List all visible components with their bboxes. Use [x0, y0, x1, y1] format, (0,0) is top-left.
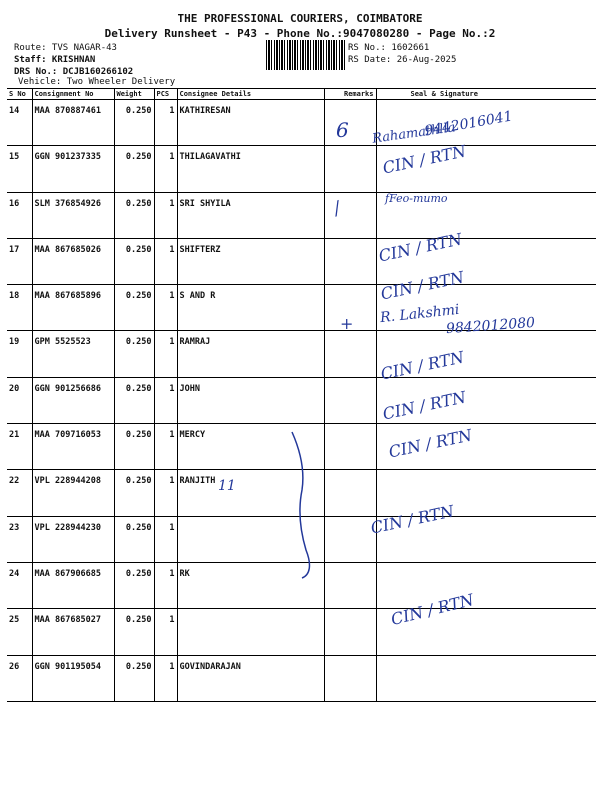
cell-sno: 26	[7, 655, 32, 701]
cell-seal-signature	[376, 192, 596, 238]
cell-consignment-no: GPM 5525523	[32, 331, 114, 377]
col-header-sno: S No	[7, 89, 32, 100]
cell-seal-signature	[376, 470, 596, 516]
col-header-weight: Weight	[114, 89, 154, 100]
cell-pcs: 1	[154, 562, 177, 608]
cell-remarks	[324, 100, 376, 146]
cell-weight: 0.250	[114, 424, 154, 470]
cell-consignment-no: GGN 901256686	[32, 377, 114, 423]
remark-mark-row-19: +	[340, 314, 354, 333]
cell-weight: 0.250	[114, 285, 154, 331]
ditto-mark-row-23: 11	[218, 478, 236, 494]
cell-consignee: SRI SHYILA	[177, 192, 324, 238]
cell-seal-signature	[376, 100, 596, 146]
table-row	[7, 331, 596, 377]
table-row	[7, 238, 596, 284]
cell-pcs: 1	[154, 470, 177, 516]
rs-date: RS Date: 26-Aug-2025	[348, 55, 457, 65]
table-row	[7, 192, 596, 238]
cell-pcs: 1	[154, 192, 177, 238]
cell-consignee: MERCY	[177, 424, 324, 470]
cell-sno: 14	[7, 100, 32, 146]
table-row	[7, 285, 596, 331]
cell-seal-signature	[376, 285, 596, 331]
cell-consignment-no: VPL 228944230	[32, 516, 114, 562]
cell-consignment-no: MAA 867685026	[32, 238, 114, 284]
signature-row-14: Rahamathlla	[371, 120, 457, 147]
col-header-consignee: Consignee Details	[177, 89, 324, 100]
col-header-pcs: PCS	[154, 89, 177, 100]
cell-remarks	[324, 609, 376, 655]
cin-rtn-row-21: CIN / RTN	[380, 387, 468, 424]
cell-sno: 23	[7, 516, 32, 562]
cell-remarks	[324, 516, 376, 562]
cell-pcs: 1	[154, 100, 177, 146]
cell-consignee: S AND R	[177, 285, 324, 331]
remark-mark-row-14: 6	[336, 118, 349, 142]
cell-seal-signature	[376, 331, 596, 377]
table-row	[7, 562, 596, 608]
cell-weight: 0.250	[114, 238, 154, 284]
signature-row-16: fFeo-mumo	[385, 192, 448, 205]
cell-pcs: 1	[154, 424, 177, 470]
cell-pcs: 1	[154, 516, 177, 562]
cell-remarks	[324, 377, 376, 423]
cell-seal-signature	[376, 516, 596, 562]
cell-sno: 17	[7, 238, 32, 284]
cell-consignment-no: MAA 867906685	[32, 562, 114, 608]
cell-seal-signature	[376, 146, 596, 192]
cell-sno: 15	[7, 146, 32, 192]
cell-remarks	[324, 192, 376, 238]
table-row	[7, 146, 596, 192]
barcode	[266, 40, 346, 70]
cell-consignment-no: MAA 709716053	[32, 424, 114, 470]
cell-seal-signature	[376, 655, 596, 701]
cell-sno: 25	[7, 609, 32, 655]
col-header-remarks: Remarks	[324, 89, 376, 100]
cell-sno: 16	[7, 192, 32, 238]
cell-consignee: THILAGAVATHI	[177, 146, 324, 192]
table-row	[7, 470, 596, 516]
cin-rtn-row-22: CIN / RTN	[386, 425, 474, 462]
cell-weight: 0.250	[114, 100, 154, 146]
cell-remarks	[324, 285, 376, 331]
cell-consignee	[177, 609, 324, 655]
cell-consignment-no: MAA 867685896	[32, 285, 114, 331]
cell-consignee: SHIFTERZ	[177, 238, 324, 284]
cell-seal-signature	[376, 377, 596, 423]
cell-consignee: GOVINDARAJAN	[177, 655, 324, 701]
cell-remarks	[324, 562, 376, 608]
cell-consignee: RANJITH	[177, 470, 324, 516]
cell-weight: 0.250	[114, 331, 154, 377]
cell-seal-signature	[376, 609, 596, 655]
cell-sno: 24	[7, 562, 32, 608]
cell-consignee: JOHN	[177, 377, 324, 423]
runsheet-title: Delivery Runsheet - P43 - Phone No.:9047080280 - Page No.:2	[104, 27, 496, 40]
cell-weight: 0.250	[114, 609, 154, 655]
cell-remarks	[324, 331, 376, 377]
cell-seal-signature	[376, 424, 596, 470]
cell-seal-signature	[376, 238, 596, 284]
cell-weight: 0.250	[114, 470, 154, 516]
vehicle-text: Vehicle: Two Wheeler Delivery	[18, 77, 176, 87]
cell-weight: 0.250	[114, 192, 154, 238]
handwritten-phone-row-14: 9442016041	[423, 108, 514, 140]
route-text: Route: TVS NAGAR-43	[14, 43, 117, 53]
cell-pcs: 1	[154, 609, 177, 655]
table-row	[7, 424, 596, 470]
table-row	[7, 609, 596, 655]
table-row	[7, 100, 596, 146]
signature-row-19: R. Lakshmi	[379, 301, 461, 327]
cin-rtn-row-17: CIN / RTN	[376, 229, 464, 266]
cell-pcs: 1	[154, 238, 177, 284]
cell-consignee: KATHIRESAN	[177, 100, 324, 146]
col-header-consignment: Consignment No	[32, 89, 114, 100]
cell-consignment-no: SLM 376854926	[32, 192, 114, 238]
cell-consignment-no: GGN 901237335	[32, 146, 114, 192]
cell-remarks	[324, 146, 376, 192]
cell-remarks	[324, 470, 376, 516]
rs-number: RS No.: 1602661	[348, 43, 430, 53]
cell-sno: 19	[7, 331, 32, 377]
cin-rtn-row-26: CIN / RTN	[388, 590, 476, 629]
drs-number: DRS No.: DCJB160266102	[14, 67, 134, 77]
remark-mark-row-16: /	[330, 197, 344, 220]
cell-remarks	[324, 424, 376, 470]
cell-weight: 0.250	[114, 655, 154, 701]
table-row	[7, 516, 596, 562]
cell-pcs: 1	[154, 377, 177, 423]
cell-sno: 22	[7, 470, 32, 516]
staff-text: Staff: KRISHNAN	[14, 55, 96, 65]
cell-sno: 20	[7, 377, 32, 423]
cin-rtn-row-18: CIN / RTN	[378, 267, 466, 304]
table-header-row	[7, 89, 596, 100]
cell-weight: 0.250	[114, 562, 154, 608]
cell-consignee: RK	[177, 562, 324, 608]
cell-pcs: 1	[154, 655, 177, 701]
cell-consignment-no: VPL 228944208	[32, 470, 114, 516]
cell-remarks	[324, 655, 376, 701]
cell-remarks	[324, 238, 376, 284]
handwritten-phone-row-19: 9842012080	[445, 314, 536, 338]
cell-weight: 0.250	[114, 377, 154, 423]
company-title: THE PROFESSIONAL COURIERS, COIMBATORE	[177, 12, 423, 25]
cell-weight: 0.250	[114, 146, 154, 192]
cell-consignee	[177, 516, 324, 562]
col-header-signature: Seal & Signature	[376, 89, 596, 100]
cell-pcs: 1	[154, 285, 177, 331]
runsheet-table	[7, 88, 596, 702]
cell-consignment-no: MAA 867685027	[32, 609, 114, 655]
cell-consignment-no: MAA 870887461	[32, 100, 114, 146]
table-row	[7, 377, 596, 423]
cell-weight: 0.250	[114, 516, 154, 562]
cell-sno: 18	[7, 285, 32, 331]
cin-rtn-row-20: CIN / RTN	[378, 347, 466, 384]
cin-rtn-row-24: CIN / RTN	[368, 501, 456, 538]
table-row	[7, 655, 596, 701]
cell-consignment-no: GGN 901195054	[32, 655, 114, 701]
cell-pcs: 1	[154, 146, 177, 192]
cell-seal-signature	[376, 562, 596, 608]
cell-pcs: 1	[154, 331, 177, 377]
cell-consignee: RAMRAJ	[177, 331, 324, 377]
cin-rtn-row-15: CIN / RTN	[380, 141, 468, 178]
cell-sno: 21	[7, 424, 32, 470]
